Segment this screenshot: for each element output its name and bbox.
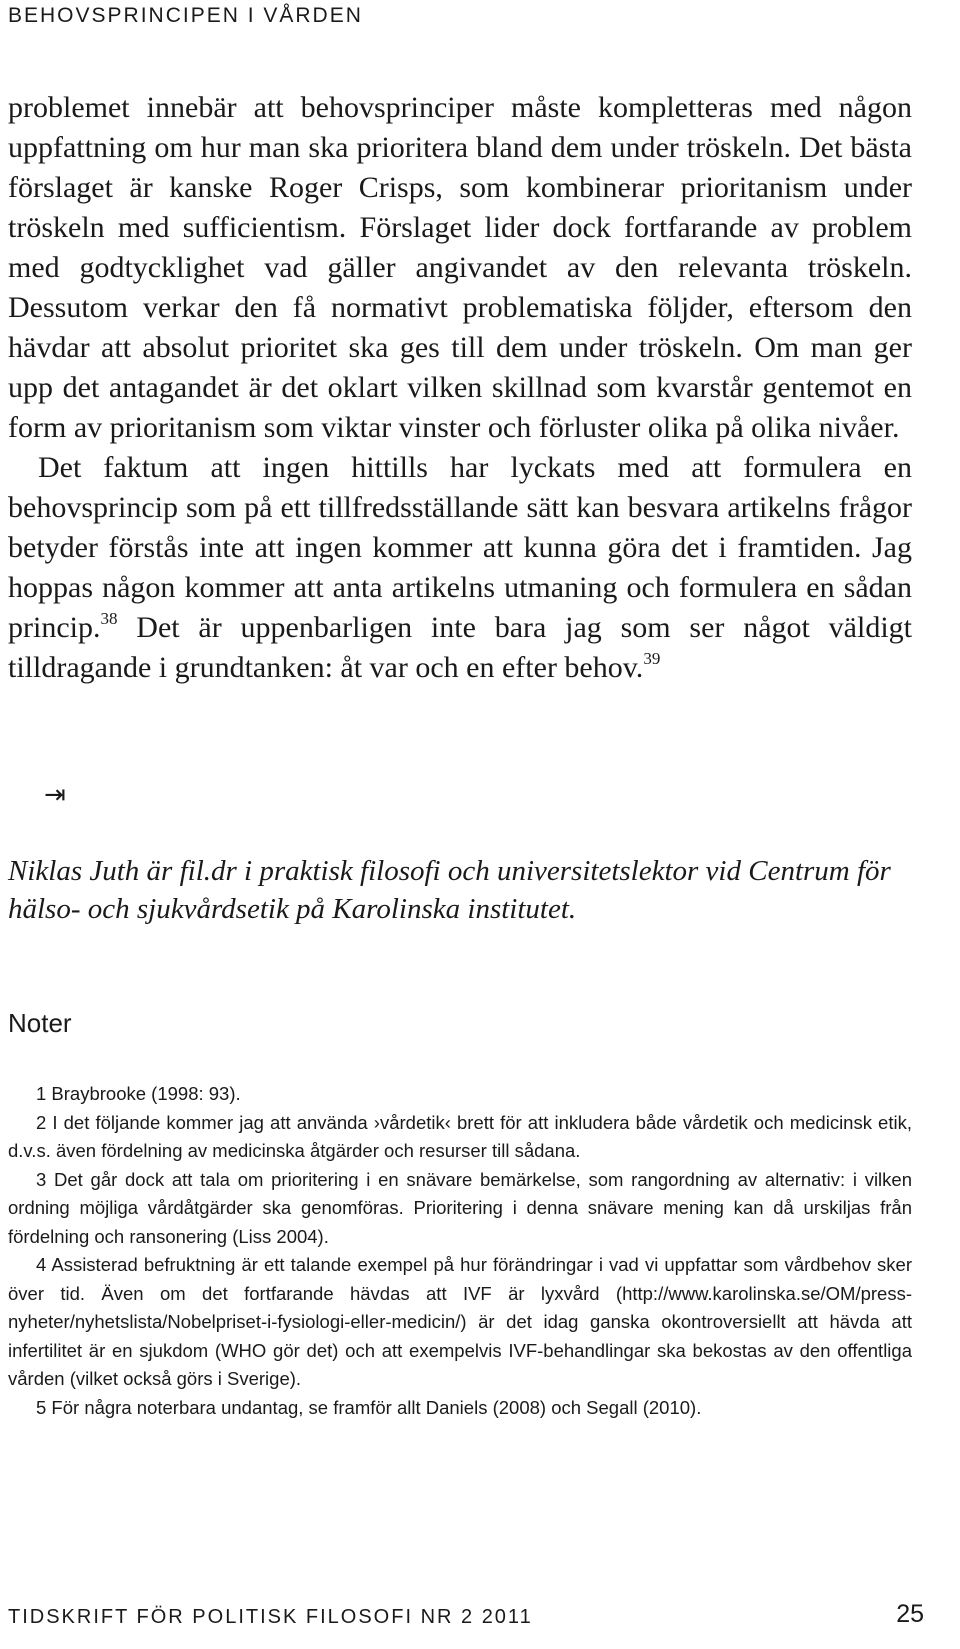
notes-list — [8, 1080, 912, 1422]
running-head: BEHOVSPRINCIPEN I VÅRDEN — [8, 4, 363, 27]
note-item: 1 Braybrooke (1998: 93). — [36, 1083, 241, 1104]
paragraph-text: Det är uppenbarligen inte bara jag som ser något väldigt tilldragande i grundtanken: åt var och en efter behov. — [8, 611, 912, 684]
note-item: 5 För några noterbara undantag, se framför allt Daniels (2008) och Segall (2010). — [36, 1396, 702, 1418]
footnote-reference[interactable]: 39 — [643, 649, 661, 668]
body-text — [8, 88, 912, 688]
paragraph: problemet innebär att behovsprinciper måste kompletteras med någon uppfattning om hur man ska prioritera bland dem under tröskeln. Det bästa förslaget är kanske Roger Crisps, som kombinerar prioritanism under tröskeln med sufficientism. Förslaget lider dock fortfarande av problem med godtycklighet vad gäller angivandet av den relevanta tröskeln. Dessutom verkar den få normativt problematiska följder, eftersom den hävdar att absolut prioritet ska ges till dem under tröskeln. Om man ger upp det antagandet är det oklart vilken skillnad som kvarstår gentemot en form av prioritanism som viktar vinster och förluster olika på olika nivåer. — [8, 91, 912, 444]
paragraph — [8, 448, 912, 688]
footnote-reference[interactable]: 38 — [100, 609, 118, 628]
note-item: 3 Det går dock att tala om prioritering i en snävare bemärkelse, som rangordning av alternativ: i vilken ordning möjliga vårdåtgärder ska genomföras. Prioritering i denna snävare mening kan då urskiljas från fördelning och ransonering (Liss 2004). — [8, 1168, 912, 1247]
page-number: 25 — [896, 1600, 924, 1628]
note-item: 4 Assisterad befruktning är ett talande exempel på hur förändringar i vad vi uppfattar som vårdbehov sker över tid. Även om det fortfarande hävdas att IVF är lyxvård (http://www.karolinska.se/OM/press-nyheter/nyhetslista/Nobelpriset-i-fysiologi-eller-medicin/) är det idag ganska okontroversiellt att hävda att infertilitet är en sjukdom (WHO gör det) och att exempelvis IVF-behandlingar ska bekostas av den offentliga vården (vilket också görs i Sverige). — [8, 1254, 912, 1389]
end-of-article-icon: ⇥ — [44, 780, 66, 810]
note-item: 2 I det följande kommer jag att använda ›vårdetik‹ brett för att inkludera både vårdetik och medicinsk etik, d.v.s. även fördelning av medicinska åtgärder och resurser till sådana. — [8, 1111, 912, 1161]
paragraph-text: Det faktum att ingen hittills har lyckats med att formulera en behovsprincip som på ett tillfredsställande sätt kan besvara artikelns frågor betyder förstås inte att ingen kommer att kunna göra det i framtiden. Jag hoppas någon kommer att anta artikelns utmaning och formulera en sådan princip. — [8, 451, 912, 644]
notes-heading: Noter — [8, 1008, 72, 1038]
author-bio: Niklas Juth är fil.dr i praktisk filosofi och universitetslektor vid Centrum för hälso- och sjukvårdsetik på Karolinska institutet. — [8, 855, 891, 925]
footer-journal-title: TIDSKRIFT FÖR POLITISK FILOSOFI NR 2 2011 — [8, 1606, 533, 1628]
